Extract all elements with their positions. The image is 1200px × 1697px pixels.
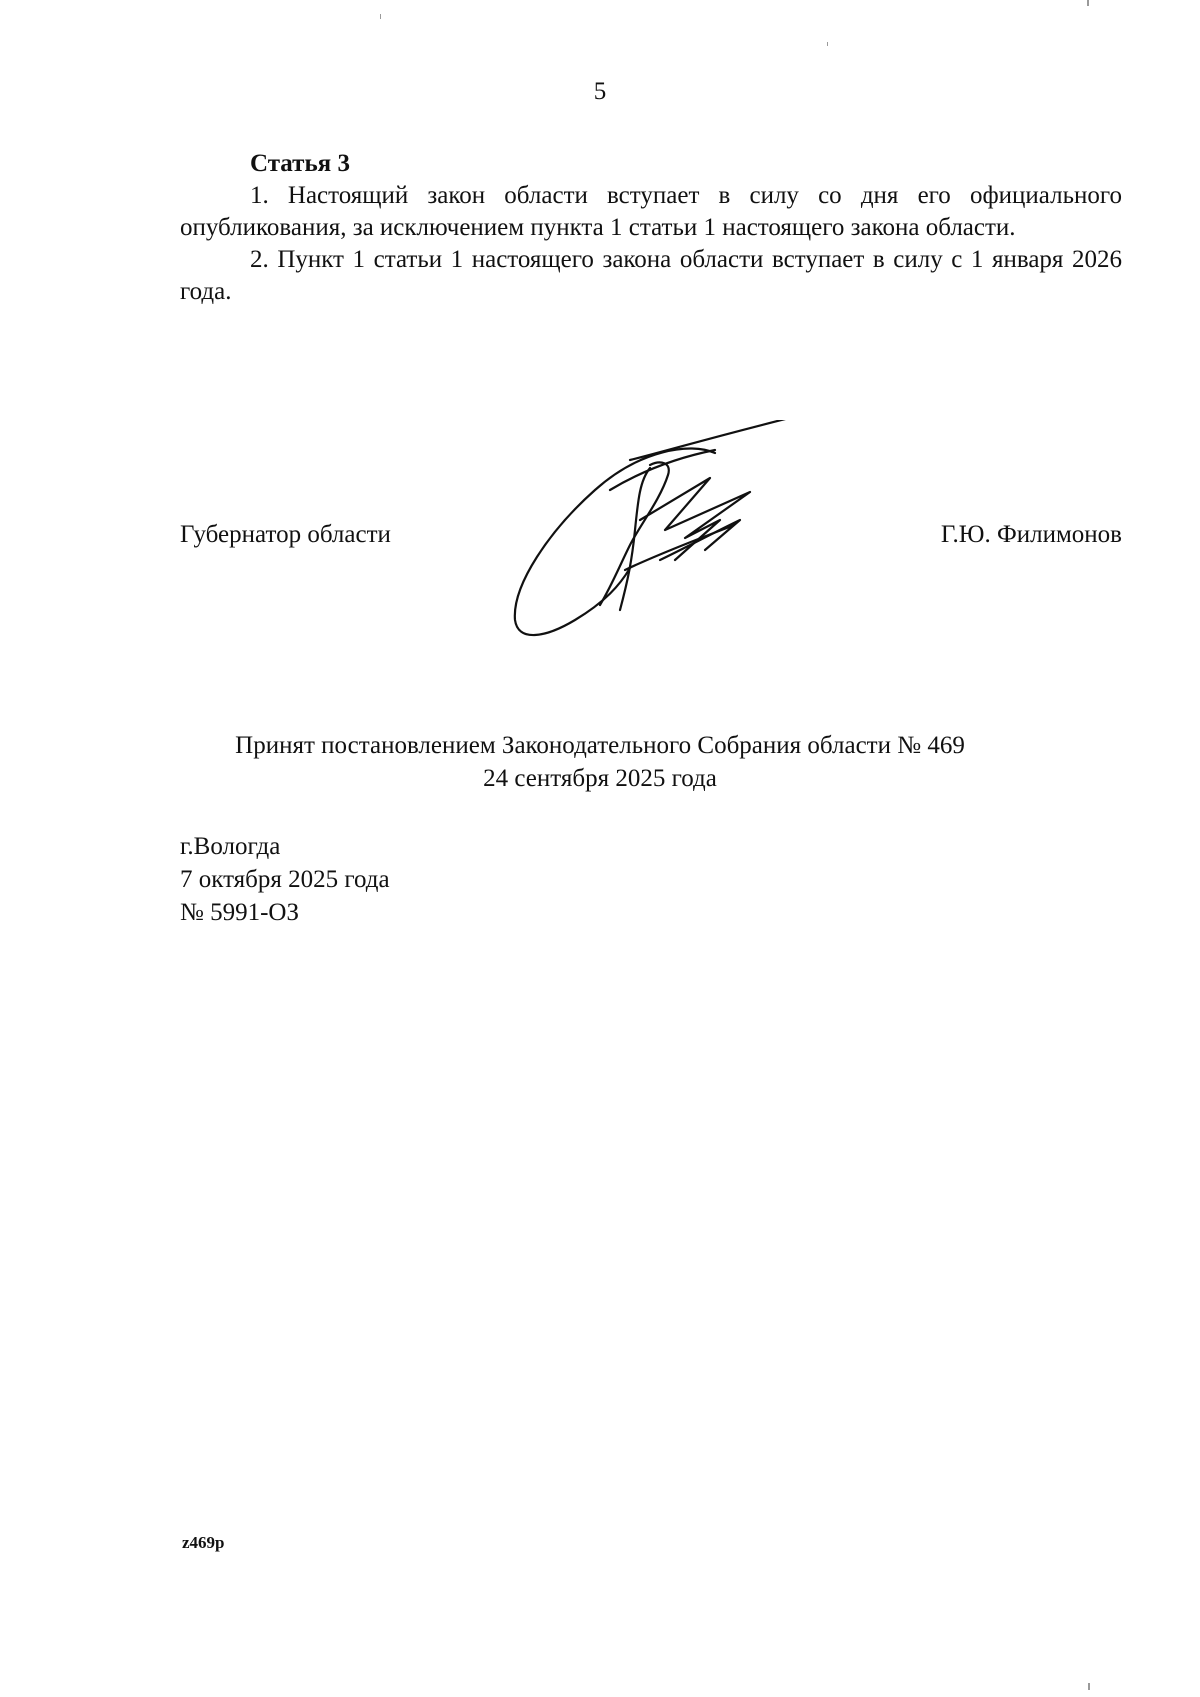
- adoption-line: Принят постановлением Законодательного Собрания области № 469: [235, 732, 965, 759]
- article-paragraph: 1. Настоящий закон области вступает в силу со дня его официального опубликования, за исключением пункта 1 статьи 1 настоящего закона области.: [180, 182, 1122, 241]
- signatory-name: Г.Ю. Филимонов: [940, 521, 1122, 548]
- adoption-note: [0, 729, 1200, 795]
- document-code: z469р: [182, 1533, 225, 1552]
- scan-speck: [1087, 0, 1089, 6]
- signatory-position: Губернатор области: [180, 521, 391, 548]
- article-paragraph: 2. Пункт 1 статьи 1 настоящего закона области вступает в силу с 1 января 2026 года.: [180, 246, 1122, 305]
- page-number: 5: [593, 78, 607, 105]
- adoption-date: 24 сентября 2025 года: [483, 765, 717, 792]
- place-date-block: [180, 830, 390, 929]
- scan-speck: [827, 42, 828, 46]
- city: г.Вологда: [180, 833, 281, 860]
- article-3: [180, 148, 1122, 308]
- signing-date: 7 октября 2025 года: [180, 866, 390, 893]
- handwritten-signature: [500, 420, 840, 660]
- scan-speck: [380, 14, 381, 19]
- article-title: Статья 3: [250, 150, 350, 177]
- scan-speck: [1088, 1683, 1090, 1690]
- law-number: № 5991-ОЗ: [180, 899, 300, 926]
